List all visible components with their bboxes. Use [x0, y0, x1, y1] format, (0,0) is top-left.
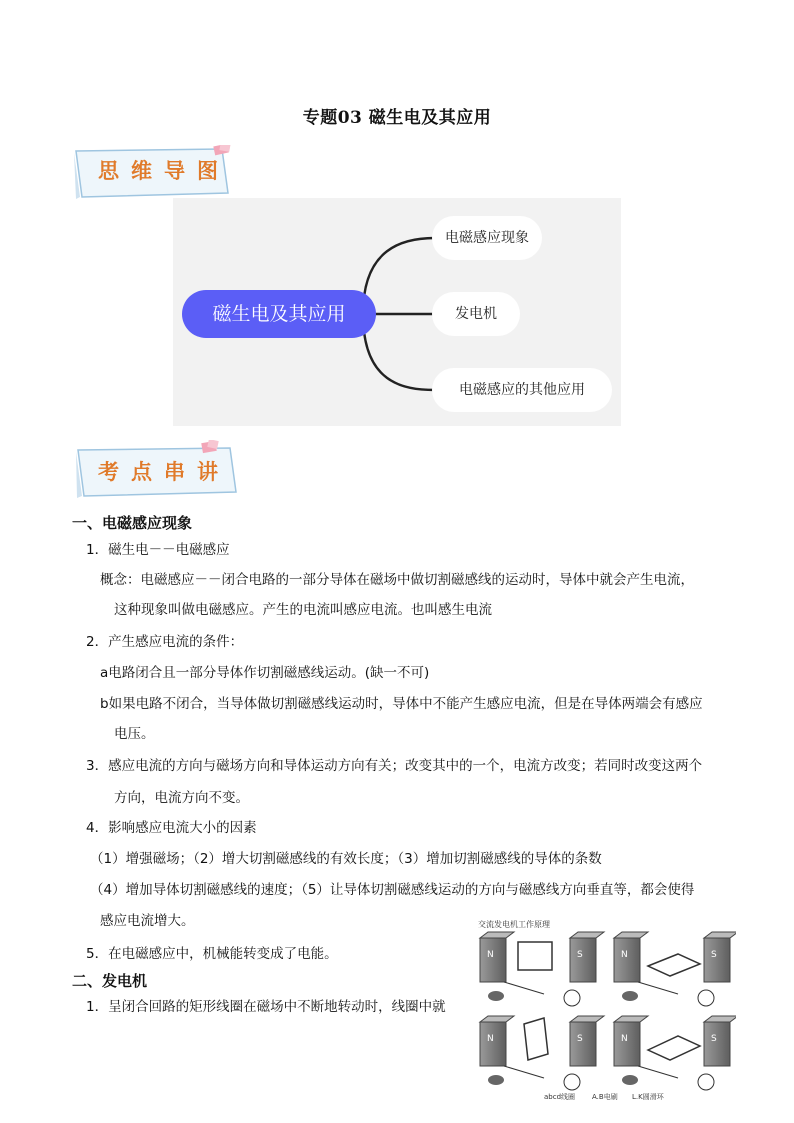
condition-b-line-2: 电压。 — [114, 726, 155, 742]
item-4: 4．影响感应电流大小的因素 — [86, 820, 257, 836]
figure-label-slip-rings: L.K圆滑环 — [632, 1093, 664, 1101]
page-title: 专题03 磁生电及其应用 — [302, 108, 492, 128]
pole-s-label: S — [577, 1034, 583, 1044]
pole-s-label: S — [711, 950, 717, 960]
pole-n-label: N — [487, 950, 494, 960]
pole-n-label: N — [621, 1034, 628, 1044]
mind-map-central-node: 磁生电及其应用 — [182, 290, 376, 338]
mind-map-node-induction: 电磁感应现象 — [432, 216, 542, 260]
key-points-banner-label: 考点串讲 — [98, 459, 230, 484]
item-1: 1．磁生电－－电磁感应 — [86, 542, 230, 558]
pole-n-label: N — [487, 1034, 494, 1044]
item-3-line-1: 3．感应电流的方向与磁场方向和导体运动方向有关；改变其中的一个，电流方改变；若同时改变这两个 — [86, 758, 703, 774]
section-heading-induction: 一、电磁感应现象 — [72, 514, 193, 532]
figure-label-coil: abcd线圈 — [544, 1093, 576, 1101]
mind-map-node-other-uses: 电磁感应的其他应用 — [432, 368, 612, 412]
item-2: 2．产生感应电流的条件： — [86, 634, 244, 650]
condition-a: a电路闭合且一部分导体作切割磁感线运动。(缺一不可) — [100, 665, 430, 681]
section-heading-generator: 二、发电机 — [72, 972, 148, 990]
generator-figure — [474, 916, 736, 1106]
factors-line-1: （1）增强磁场；（2）增大切割磁感线的有效长度；（3）增加切割磁感线的导体的条数 — [90, 851, 602, 867]
pole-s-label: S — [577, 950, 583, 960]
factors-line-2: （4）增加导体切割磁感线的速度；（5）让导体切割磁感线运动的方向与磁感线方向垂直等，都会使得 — [90, 882, 695, 898]
figure-label-brushes: A.B电刷 — [592, 1093, 618, 1101]
generator-item-1: 1．呈闭合回路的矩形线圈在磁场中不断地转动时，线圈中就 — [86, 999, 446, 1015]
mind-map-node-generator: 发电机 — [432, 292, 520, 336]
pole-n-label: N — [621, 950, 628, 960]
mind-map — [173, 198, 621, 426]
mind-map-banner — [72, 145, 232, 199]
pole-s-label: S — [711, 1034, 717, 1044]
factors-line-3: 感应电流增大。 — [100, 913, 195, 929]
item-5: 5．在电磁感应中，机械能转变成了电能。 — [86, 946, 338, 962]
figure-caption: 交流发电机工作原理 — [478, 920, 550, 929]
concept-line-1: 概念：电磁感应－－闭合电路的一部分导体在磁场中做切割磁感线的运动时，导体中就会产生电流， — [100, 572, 694, 588]
generator-diagram — [474, 930, 736, 1102]
concept-line-2: 这种现象叫做电磁感应。产生的电流叫感应电流。也叫感生电流 — [114, 602, 492, 618]
mind-map-banner-label: 思维导图 — [98, 158, 230, 183]
condition-b-line-1: b如果电路不闭合，当导体做切割磁感线运动时，导体中不能产生感应电流，但是在导体两端会有感应 — [100, 696, 703, 712]
key-points-banner — [72, 440, 232, 494]
item-3-line-2: 方向，电流方向不变。 — [114, 790, 249, 806]
